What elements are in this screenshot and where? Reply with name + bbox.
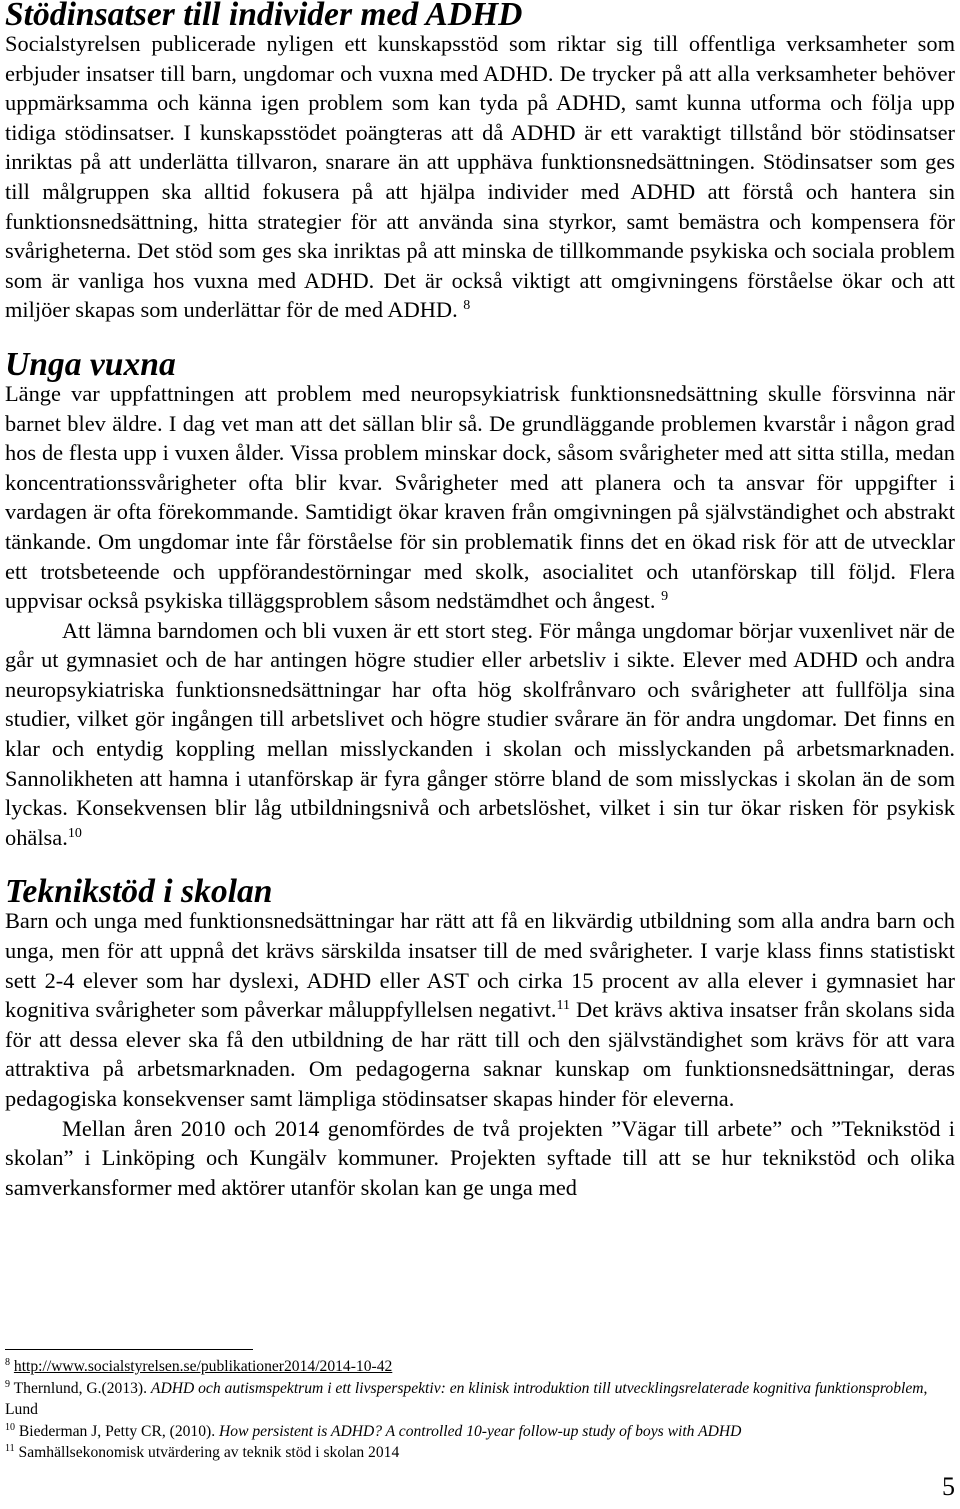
footnote-title: ADHD och autismspektrum i ett livsperspektiv: en klinisk introduktion till utvecklingsrelaterade kognitiva funktionsproblem: [150, 1379, 924, 1397]
footnote-rest: , Lund: [5, 1379, 928, 1418]
footnote-number: 11: [5, 1443, 15, 1454]
section-heading-unga-vuxna: Unga vuxna: [5, 345, 176, 383]
footnote-link[interactable]: http://www.socialstyrelsen.se/publikationer2014/2014-10-42: [13, 1358, 393, 1375]
document-page: [5, 0, 955, 1202]
footnote-ref-11[interactable]: 11: [556, 998, 570, 1014]
footnote-8: [5, 1356, 955, 1378]
footnote-11: [5, 1442, 955, 1464]
footnote-text: Samhällsekonomisk utvärdering av teknik stöd i skolan 2014: [18, 1444, 400, 1461]
page-number: 5: [942, 1472, 955, 1501]
footnote-9: [5, 1378, 955, 1421]
paragraph-text: Att lämna barndomen och bli vuxen är ett stort steg. För många ungdomar börjar vuxenlivet när de går ut gymnasiet och de har antingen högre studier eller arbetsliv i sikte. Elever med ADHD och andra neuropsykiatriska funktionsnedsättningar har ofta hög skolfrånvaro och svårigheter att fullfölja sina studier, vilket gör ingången till arbetslivet och högre studier svårare än för andra ungdomar. Det finns en klar och entydig koppling mellan misslyckanden i skolan och misslyckanden på arbetsmarknaden. Sannolikheten att hamna i utanförskap är fyra gånger större bland de som misslyckas i skolan än de som lyckas. Konsekvensen blir låg utbildningsnivå och arbetslöshet, vilket i sin tur ökar risken för psykisk ohälsa.: [5, 617, 955, 850]
paragraph-unga-vuxna-2: [5, 616, 955, 853]
footnote-10: [5, 1421, 955, 1443]
paragraph-teknikstod-2: [5, 1114, 955, 1203]
paragraph-text: Mellan åren 2010 och 2014 genomfördes de två projekten ”Vägar till arbete” och ”Teknikstöd i skolan” i Linköping och Kungälv kommuner. Projekten syftade till att se hur teknikstöd och olika samverkansformer med aktörer utanför skolan kan ge unga med: [5, 1115, 955, 1200]
footnote-author: Thernlund, G.(2013).: [13, 1379, 151, 1397]
footnote-number: 9: [5, 1378, 10, 1390]
paragraph-stodinsatser: [5, 29, 955, 325]
paragraph-unga-vuxna-1: [5, 379, 955, 616]
paragraph-text: Det krävs aktiva insatser från skolans sida för att dessa elever ska få den utbildning de har rätt till och den självständighet som krävs för att vara attraktiva på arbetsmarknaden. Om pedagogerna saknar kunskap om funktionsnedsättningar, deras pedagogiska konsekvenser samt lämpliga stödinsatser skapas hinder för eleverna.: [5, 997, 955, 1111]
section-heading-teknikstod: Teknikstöd i skolan: [5, 873, 273, 911]
footnote-number: 10: [5, 1421, 15, 1433]
section-heading-stodinsatser: Stödinsatser till individer med ADHD: [5, 0, 523, 33]
paragraph-teknikstod-1: [5, 906, 955, 1113]
footnote-author: Biederman J, Petty CR, (2010).: [18, 1422, 220, 1440]
paragraph-text: Socialstyrelsen publicerade nyligen ett kunskapsstöd som riktar sig till offentliga verksamheter som erbjuder insatser till barn, ungdomar och vuxna med ADHD. De trycker på att alla verksamheter behöver uppmärksamma och känna igen problem som kan tyda på ADHD, samt kunna utforma och följa upp tidiga stödinsatser. I kunskapsstödet poängteras att då ADHD är ett varaktigt tillstånd bör stödinsatser inriktas på att underlätta tillvaron, snarare än att upphäva funktionsnedsättningen. Stödinsatser som ges till målgruppen ska alltid fokusera på att hjälpa individer med ADHD att förstå och hantera sin funktionsnedsättning, hitta strategier för att använda sina styrkor, samt bemästra och kompensera för svårigheterna. Det stöd som ges ska inriktas på att minska de tillkommande psykiska och sociala problem som är vanliga hos vuxna med ADHD. Det är också viktigt att omgivningens förståelse ökar och att miljöer skapas som underlättar för de med ADHD.: [5, 31, 955, 323]
footnote-ref-8[interactable]: 8: [463, 298, 471, 314]
footnotes: [5, 1356, 955, 1464]
footnote-title: How persistent is ADHD? A controlled 10-year follow-up study of boys with ADHD: [219, 1422, 742, 1440]
paragraph-text: Barn och unga med funktionsnedsättningar har rätt att få en likvärdig utbildning som alla andra barn och unga, men för att uppnå det krävs särskilda insatser till de med svårigheter. I varje klass finns statistiskt sett 2-4 elever som har dyslexi, ADHD eller AST och cirka 15 procent av alla elever i gymnasiet har kognitiva svårigheter som påverkar måluppfyllelsen negativt.: [5, 908, 955, 1023]
footnote-ref-10[interactable]: 10: [67, 825, 82, 841]
footnote-ref-9[interactable]: 9: [661, 589, 669, 605]
footnote-divider: [5, 1349, 253, 1350]
paragraph-text: Länge var uppfattningen att problem med neuropsykiatrisk funktionsnedsättning skulle försvinna när barnet blev äldre. I dag vet man att det sällan blir så. De grundläggande problemen kvarstår i någon grad hos de flesta upp i vuxen ålder. Vissa problem minskar dock, såsom svårigheter med att sitta stilla, medan koncentrationssvårigheter ofta blir kvar. Svårigheter med att planera och ta ansvar för uppgifter i vardagen är ofta förekommande. Samtidigt ökar kraven från omgivningen på självständighet och abstrakt tänkande. Om ungdomar inte får förståelse för sin problematik finns det en ökad risk för att de utvecklar ett trotsbeteende och uppförandestörningar med skolk, asocialitet och utanförskap till följd. Flera uppvisar också psykiska tilläggsproblem såsom nedstämdhet och ångest.: [5, 380, 955, 614]
footnote-number: 8: [5, 1357, 10, 1368]
